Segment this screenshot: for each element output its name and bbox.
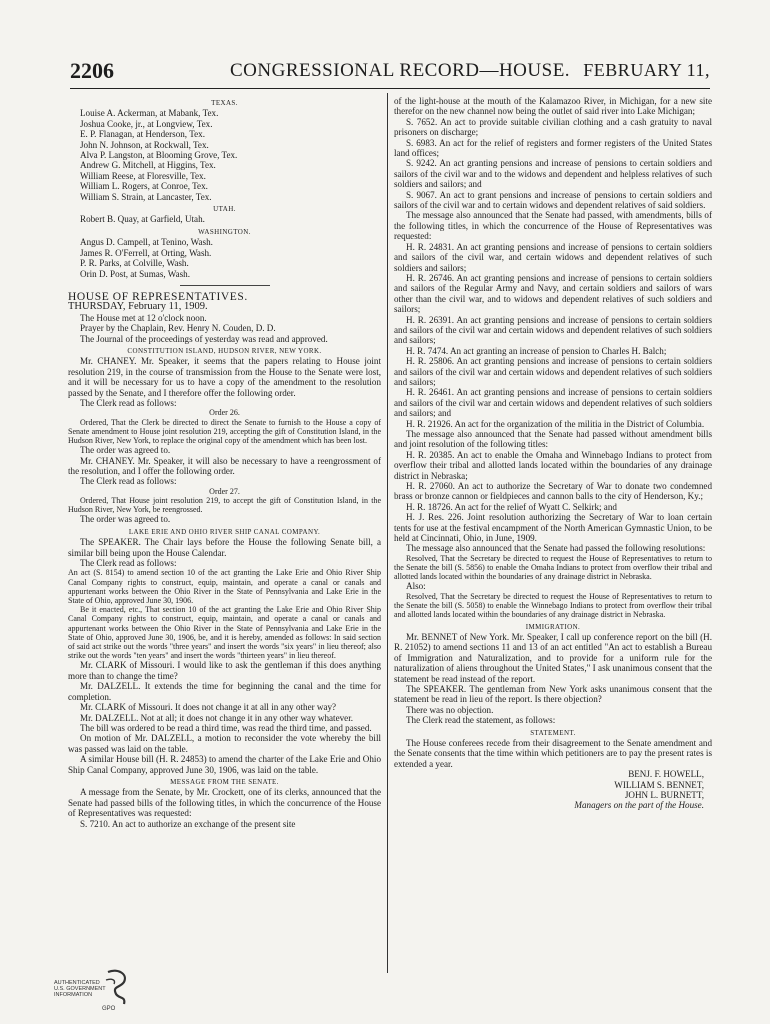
page-number: 2206	[70, 58, 114, 83]
paragraph: Mr. CLARK of Missouri. It does not change it at all in any other way?	[80, 702, 337, 713]
page-title: CONGRESSIONAL RECORD—HOUSE.	[230, 60, 571, 81]
paragraph: H. R. 25806. An act granting pensions and increase of pensions to certain soldiers and sailors of the civil war and certain widows and dependent relatives of such soldiers and sailors;	[394, 356, 712, 387]
header-rule	[70, 88, 710, 89]
section-caption: UTAH.	[213, 205, 236, 214]
order-text: Ordered, That House joint resolution 219, to accept the gift of Constitution Island, in the Hudson River, New York, be reengrossed.	[68, 496, 381, 515]
name-entry: Robert B. Quay, at Garfield, Utah.	[80, 214, 205, 225]
paragraph: Mr. CLARK of Missouri. I would like to ask the gentleman if this does anything more than to change the time?	[68, 660, 381, 681]
page-date: FEBRUARY 11,	[583, 60, 710, 80]
eagle-icon	[102, 966, 132, 1010]
order-text: Ordered, That the Clerk be directed to direct the Senate to furnish to the House a copy of Senate amendment to House joint resolution 219, accepting the gift of Constitution Island, in the Hudson River, New York, to replace the original copy of the amendment which has been lost.	[68, 417, 381, 445]
paragraph: The order was agreed to.	[80, 445, 171, 456]
name-entry: P. R. Parks, at Colville, Wash.	[80, 258, 189, 269]
paragraph: The SPEAKER. The Chair lays before the House the following Senate bill, a similar bill being upon the House Calendar.	[68, 537, 381, 558]
paragraph: The Clerk read as follows:	[80, 558, 177, 569]
paragraph: The message also announced that the Senate had passed, with amendments, bills of the following titles, in which the concurrence of the House of Representatives was requested:	[394, 210, 712, 242]
right-column	[394, 96, 712, 811]
house-heading: HOUSE OF REPRESENTATIVES.	[68, 290, 248, 303]
paragraph: The Journal of the proceedings of yesterday was read and approved.	[80, 333, 328, 344]
page-header	[70, 58, 710, 88]
gpo-authentication-logo	[54, 962, 154, 1014]
name-entry: Angus D. Campell, at Tenino, Wash.	[80, 237, 213, 248]
paragraph: H. R. 21926. An act for the organization of the militia in the District of Columbia.	[406, 418, 705, 429]
gpo-label: GPO	[102, 1006, 116, 1012]
washington-names	[68, 237, 381, 279]
signer: JOHN L. BURNETT,	[624, 790, 704, 800]
paragraph: S. 6983. An act for the relief of registers and former registers of the United States land offices;	[394, 137, 712, 159]
logo-line: INFORMATION	[54, 992, 93, 999]
paragraph: The House conferees recede from their disagreement to the Senate amendment and the Senate consents that the time within which petitioners are to pay the present rates is extended a year.	[394, 737, 712, 769]
name-entry: Orin D. Post, at Sumas, Wash.	[80, 268, 190, 279]
name-entry: Alva P. Langston, at Blooming Grove, Tex.	[80, 150, 238, 161]
paragraph: Prayer by the Chaplain, Rev. Henry N. Couden, D. D.	[80, 323, 276, 334]
order-label: Order 26.	[209, 408, 240, 418]
paragraph: Mr. DALZELL. Not at all; it does not change it in any other way whatever.	[80, 712, 353, 723]
paragraph: The Clerk read as follows:	[80, 397, 177, 408]
paragraph: A similar House bill (H. R. 24853) to amend the charter of the Lake Erie and Ohio Ship Canal Company, approved June 30, 1906, was laid on the table.	[68, 754, 381, 775]
paragraph: Mr. CHANEY. Mr. Speaker, it will also be necessary to have a reengrossment of the resolution, and I offer the following order.	[68, 455, 381, 476]
paragraph: H. R. 26391. An act granting pensions and increase of pensions to certain soldiers and sailors of the civil war and certain widows and dependent relatives of such soldiers and sailors;	[394, 314, 712, 346]
resolution-text: Resolved, That the Secretary be directed to request the House of Representatives to return to the Senate the bill (S. 5856) to enable the Omaha Indians to protect from overflow their tribal and allotted lands located within the boundaries of any drainage district in Nebraska.	[394, 553, 712, 582]
section-caption: WASHINGTON.	[198, 227, 251, 236]
bill-text: Be it enacted, etc., That section 10 of the act granting the Lake Erie and Ohio River Ship Canal Company rights to construct, equip, maintain, and operate a canal or canals and appurtenant works between the Ohio River in the State of Pennsylvania and Lake Erie in the State of Ohio, approved June 30, 1906, be, and it is hereby, amended as follows: In said section of said act strike out the words "three years" and insert the words "six years" in lieu thereof; also strike out the words "ten years" and insert the words "thirteen years" in lieu thereof.	[68, 605, 381, 661]
paragraph: Also:	[406, 581, 426, 592]
paragraph: On motion of Mr. DALZELL, a motion to reconsider the vote whereby the bill was passed was laid on the table.	[68, 733, 381, 754]
paragraph: Mr. DALZELL. It extends the time for beginning the canal and the time for completion.	[68, 681, 381, 702]
section-caption: MESSAGE FROM THE SENATE.	[170, 777, 279, 786]
logo-line: AUTHENTICATED	[54, 980, 100, 986]
paragraph: H. J. Res. 226. Joint resolution authorizing the Secretary of War to loan certain tents for use at the festival encampment of the North American Gymnastic Union, to be held at Cincinnati, Ohio, in June, 1909.	[394, 512, 712, 544]
paragraph: The SPEAKER. The gentleman from New York asks unanimous consent that the statement be read in lieu of the report. Is there objection?	[394, 683, 712, 705]
bill-text: An act (S. 8154) to amend section 10 of the act granting the Lake Erie and Ohio River Ship Canal Company rights to construct, equip, maintain, and operate a canal or canals and appurtenant works between the Ohio River in the State of Pennsylvania and Lake Erie in the State of Ohio, approved June 30, 1906.	[68, 568, 381, 606]
signer: BENJ. F. HOWELL,	[628, 769, 704, 780]
name-entry: Louise A. Ackerman, at Mabank, Tex.	[80, 108, 219, 119]
utah-names	[68, 214, 381, 224]
resolution-text: Resolved, That the Secretary be directed to request the House of Representatives to return to the Senate the bill (S. 5058) to enable the Winnebago Indians to protect from overflow their tribal and allotted lands located within the boundaries of any drainage district in Nebraska.	[394, 591, 712, 620]
house-date: THURSDAY, February 11, 1909.	[68, 301, 208, 313]
texas-names	[68, 108, 381, 202]
paragraph: S. 7210. An act to authorize an exchange of the present site	[80, 818, 296, 829]
name-entry: James R. O'Ferrell, at Orting, Wash.	[80, 247, 212, 258]
paragraph: The order was agreed to.	[80, 514, 171, 525]
logo-text	[54, 980, 106, 999]
section-caption: STATEMENT.	[530, 728, 576, 737]
name-entry: William S. Strain, at Lancaster, Tex.	[80, 191, 212, 202]
paragraph: Mr. BENNET of New York. Mr. Speaker, I call up conference report on the bill (H. R. 21052) to amend sections 11 and 13 of an act entitled "An act to establish a Bureau of Immigration and Naturalization, and to provide for a uniform rule for the naturalization of aliens throughout the United States," I ask unanimous consent that the statement be read instead of the report.	[394, 631, 712, 684]
paragraph: S. 9067. An act to grant pensions and increase of pensions to certain soldiers and sailors of the civil war and to certain widows and dependent relatives of said soldiers.	[394, 189, 712, 211]
paragraph: H. R. 18726. An act for the relief of Wyatt C. Selkirk; and	[406, 501, 617, 512]
name-entry: Andrew G. Mitchell, at Higgins, Tex.	[80, 160, 216, 171]
section-rule	[180, 285, 270, 286]
paragraph: H. R. 26746. An act granting pensions and increase of pensions to certain soldiers and sailors of the Regular Army and Navy, and certain soldiers and sailors of wars other than the civil war, and to widows and dependent relatives of such soldiers and sailors;	[394, 272, 712, 315]
paragraph: H. R. 20385. An act to enable the Omaha and Winnebago Indians to protect from overflow their tribal and allotted lands located within the boundaries of any drainage district in Nebraska;	[394, 449, 712, 481]
paragraph: H. R. 27060. An act to authorize the Secretary of War to donate two condemned brass or bronze cannon or fieldpieces and cannon balls to the city of Henderson, Ky.;	[394, 481, 712, 502]
section-caption: CONSTITUTION ISLAND, HUDSON RIVER, NEW YORK.	[127, 346, 322, 355]
left-column	[68, 96, 381, 829]
signer: WILLIAM S. BENNET,	[614, 779, 704, 790]
paragraph: Mr. CHANEY. Mr. Speaker, it seems that the papers relating to House joint resolution 219, in the course of transmission from the House to the Senate were lost, and it will be necessary for us to have a copy of the amendment to the resolution passed by the Senate, and I therefore offer the following order.	[68, 356, 381, 398]
paragraph: The bill was ordered to be read a third time, was read the third time, and passed.	[80, 722, 372, 733]
paragraph: H. R. 7474. An act granting an increase of pension to Charles H. Balch;	[406, 345, 667, 356]
paragraph: H. R. 26461. An act granting pensions and increase of pensions to certain soldiers and sailors of the civil war and certain widows and dependent relatives of such soldiers and sailors; and	[394, 387, 712, 419]
paragraph: The House met at 12 o'clock noon.	[80, 312, 207, 323]
name-entry: William L. Rogers, at Conroe, Tex.	[80, 181, 208, 192]
paragraph: There was no objection.	[406, 704, 494, 715]
name-entry: William Reese, at Floresville, Tex.	[80, 170, 206, 181]
name-entry: E. P. Flanagan, at Henderson, Tex.	[80, 129, 205, 140]
order-label: Order 27.	[209, 486, 240, 496]
paragraph: The message also announced that the Senate had passed without amendment bills and joint resolution of the following titles:	[394, 429, 712, 450]
column-divider	[387, 93, 388, 973]
paragraph: The Clerk read the statement, as follows:	[406, 715, 556, 726]
paragraph: The Clerk read as follows:	[80, 476, 177, 487]
paragraph: The message also announced that the Senate had passed the following resolutions:	[406, 543, 706, 554]
name-entry: John N. Johnson, at Rockwall, Tex.	[80, 139, 209, 150]
section-caption: LAKE ERIE AND OHIO RIVER SHIP CANAL COMPANY.	[128, 527, 321, 536]
managers-line: Managers on the part of the House.	[574, 800, 704, 811]
paragraph: of the light-house at the mouth of the Kalamazoo River, in Michigan, for a new site therefor on the new channel now being the outlet of said river into Lake Michigan;	[394, 96, 712, 117]
paragraph: S. 9242. An act granting pensions and increase of pensions to certain soldiers and sailors of the civil war and to the widows and dependent and helpless relatives of such soldiers and sailors; and	[394, 158, 712, 190]
paragraph: H. R. 24831. An act granting pensions and increase of pensions to certain soldiers and sailors of the civil war, and certain widows and dependent relatives of such soldiers and sailors;	[394, 241, 712, 273]
section-caption: TEXAS.	[211, 99, 238, 107]
section-caption: IMMIGRATION.	[525, 622, 581, 631]
name-entry: Joshua Cooke, jr., at Longview, Tex.	[80, 118, 213, 129]
logo-line: U.S. GOVERNMENT	[54, 986, 106, 993]
paragraph: S. 7652. An act to provide suitable civilian clothing and a cash gratuity to naval prisoners on discharge;	[394, 116, 712, 138]
paragraph: A message from the Senate, by Mr. Crockett, one of its clerks, announced that the Senate had passed bills of the following titles, in which the concurrence of the House of Representatives was requested:	[68, 787, 381, 819]
